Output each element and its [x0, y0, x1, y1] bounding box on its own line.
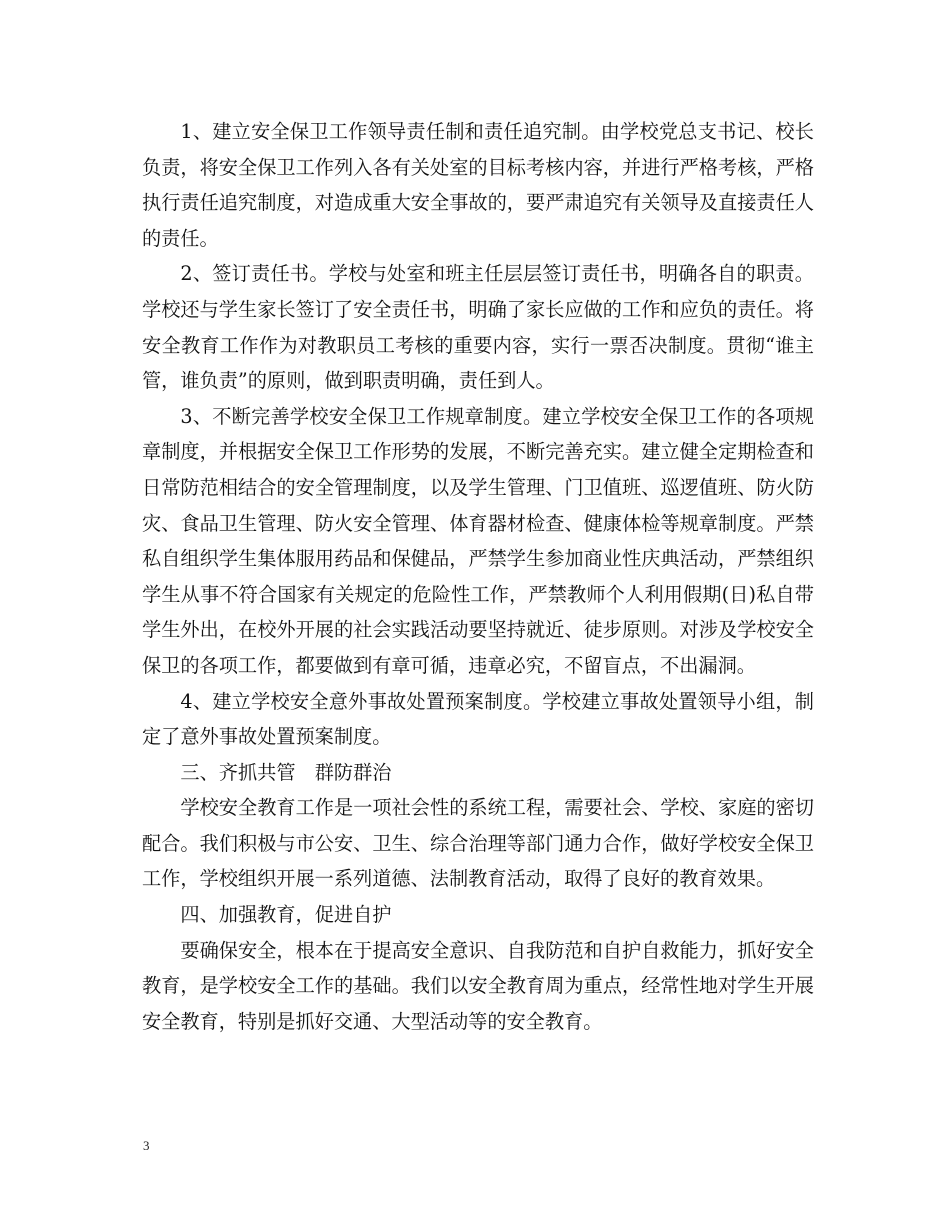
paragraph-safety-education: 要确保安全，根本在于提高安全意识、自我防范和自护自救能力，抓好安全教育，是学校安全工作的基础。我们以安全教育周为重点，经常性地对学生开展安全教育，特别是抓好交通、大型活动等的安全教育。	[142, 938, 814, 1033]
section-heading-education-self-protection: 四、加强教育，促进自护	[180, 903, 392, 927]
paragraph-rules-and-regulations: 3、不断完善学校安全保卫工作规章制度。建立学校安全保卫工作的各项规章制度，并根据安全保卫工作形势的发展，不断完善充实。建立健全定期检查和日常防范相结合的安全管理制度，以及学生管理、门卫值班、巡逻值班、防火防灾、食品卫生管理、防火安全管理、体育器材检查、健康体检等规章制度。严禁私自组织学生集体服用药品和保健品，严禁学生参加商业性庆典活动，严禁组织学生从事不符合国家有关规定的危险性工作，严禁教师个人利用假期(日)私自带学生外出，在校外开展的社会实践活动要坚持就近、徒步原则。对涉及学校安全保卫的各项工作，都要做到有章可循，违章必究，不留盲点，不出漏洞。	[142, 404, 814, 677]
paragraph-social-cooperation: 学校安全教育工作是一项社会性的系统工程，需要社会、学校、家庭的密切配合。我们积极与市公安、卫生、综合治理等部门通力合作，做好学校安全保卫工作，学校组织开展一系列道德、法制教育活动，取得了良好的教育效果。	[142, 796, 814, 891]
page-number: 3	[143, 1138, 150, 1153]
section-heading-joint-management: 三、齐抓共管 群防群治	[180, 760, 392, 784]
paragraph-responsibility-system: 1、建立安全保卫工作领导责任制和责任追究制。由学校党总支书记、校长负责，将安全保卫工作列入各有关处室的目标考核内容，并进行严格考核，严格执行责任追究制度，对造成重大安全事故的，要严肃追究有关领导及直接责任人的责任。	[142, 120, 814, 250]
paragraph-accident-plan: 4、建立学校安全意外事故处置预案制度。学校建立事故处置领导小组，制定了意外事故处置预案制度。	[142, 689, 814, 749]
document-body	[142, 114, 814, 1039]
paragraph-responsibility-letter: 2、签订责任书。学校与处室和班主任层层签订责任书，明确各自的职责。学校还与学生家长签订了安全责任书，明确了家长应做的工作和应负的责任。将安全教育工作作为对教职员工考核的重要内容，实行一票否决制度。贯彻“谁主管，谁负责”的原则，做到职责明确，责任到人。	[142, 262, 814, 393]
